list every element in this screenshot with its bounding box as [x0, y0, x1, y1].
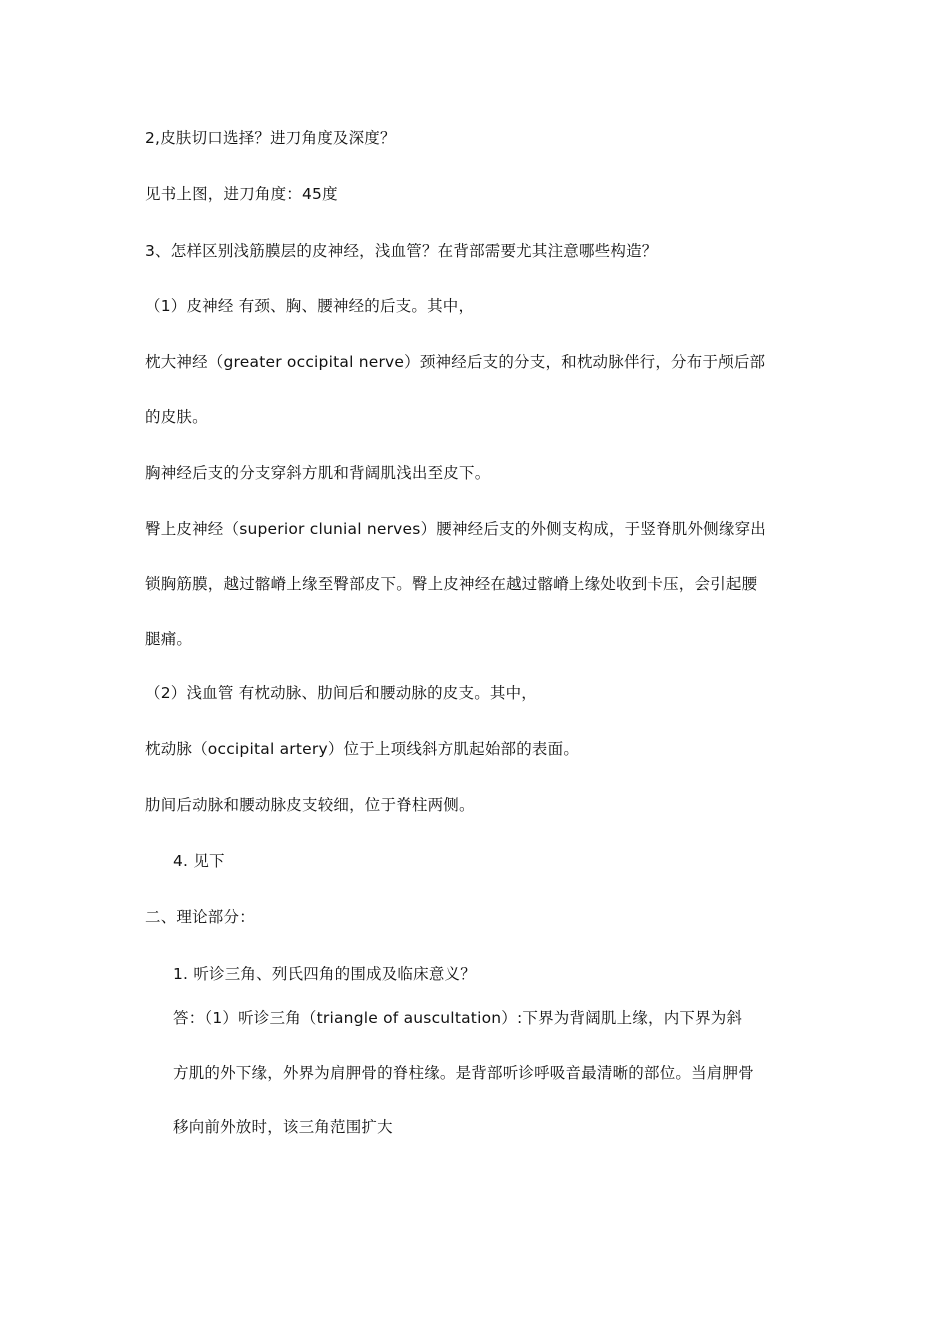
cutaneous-nerve-heading: （1）皮神经 有颈、胸、腰神经的后支。其中，: [145, 297, 475, 315]
question-2: 2,皮肤切口选择？进刀角度及深度？: [145, 129, 396, 147]
answer-2: 见书上图，进刀角度：45度: [145, 185, 338, 203]
thoracic-nerve-line: 胸神经后支的分支穿斜方肌和背阔肌浅出至皮下。: [145, 464, 491, 482]
occipital-artery-line: 枕动脉（occipital artery）位于上项线斜方肌起始部的表面。: [145, 740, 580, 758]
answer-line-3: 移向前外放时，该三角范围扩大: [173, 1118, 393, 1136]
section-theory-heading: 二、理论部分：: [145, 908, 255, 926]
question-3: 3、怎样区别浅筋膜层的皮神经，浅血管？在背部需要尤其注意哪些构造？: [145, 242, 658, 260]
theory-question-1: 1. 听诊三角、列氏四角的围成及临床意义？: [173, 965, 476, 983]
item-4: 4. 见下: [173, 852, 225, 870]
greater-occipital-nerve-line-2: 的皮肤。: [145, 408, 208, 426]
answer-line-2: 方肌的外下缘，外界为肩胛骨的脊柱缘。是背部听诊呼吸音最清晰的部位。当肩胛骨: [173, 1064, 754, 1082]
superior-clunial-nerve-line-3: 腿痛。: [145, 630, 193, 648]
intercostal-artery-line: 肋间后动脉和腰动脉皮支较细，位于脊柱两侧。: [145, 796, 475, 814]
superior-clunial-nerve-line-2: 锁胸筋膜，越过髂嵴上缘至臀部皮下。臀上皮神经在越过髂嵴上缘处收到卡压，会引起腰: [145, 575, 758, 593]
superficial-vessel-heading: （2）浅血管 有枕动脉、肋间后和腰动脉的皮支。其中，: [145, 684, 537, 702]
answer-line-1: 答：（1）听诊三角（triangle of auscultation）:下界为背阔肌上缘，内下界为斜: [173, 1009, 743, 1027]
superior-clunial-nerve-line-1: 臀上皮神经（superior clunial nerves）腰神经后支的外侧支构成，于竖脊肌外侧缘穿出: [145, 520, 766, 538]
greater-occipital-nerve-line-1: 枕大神经（greater occipital nerve）颈神经后支的分支，和枕动脉伴行，分布于颅后部: [145, 353, 766, 371]
